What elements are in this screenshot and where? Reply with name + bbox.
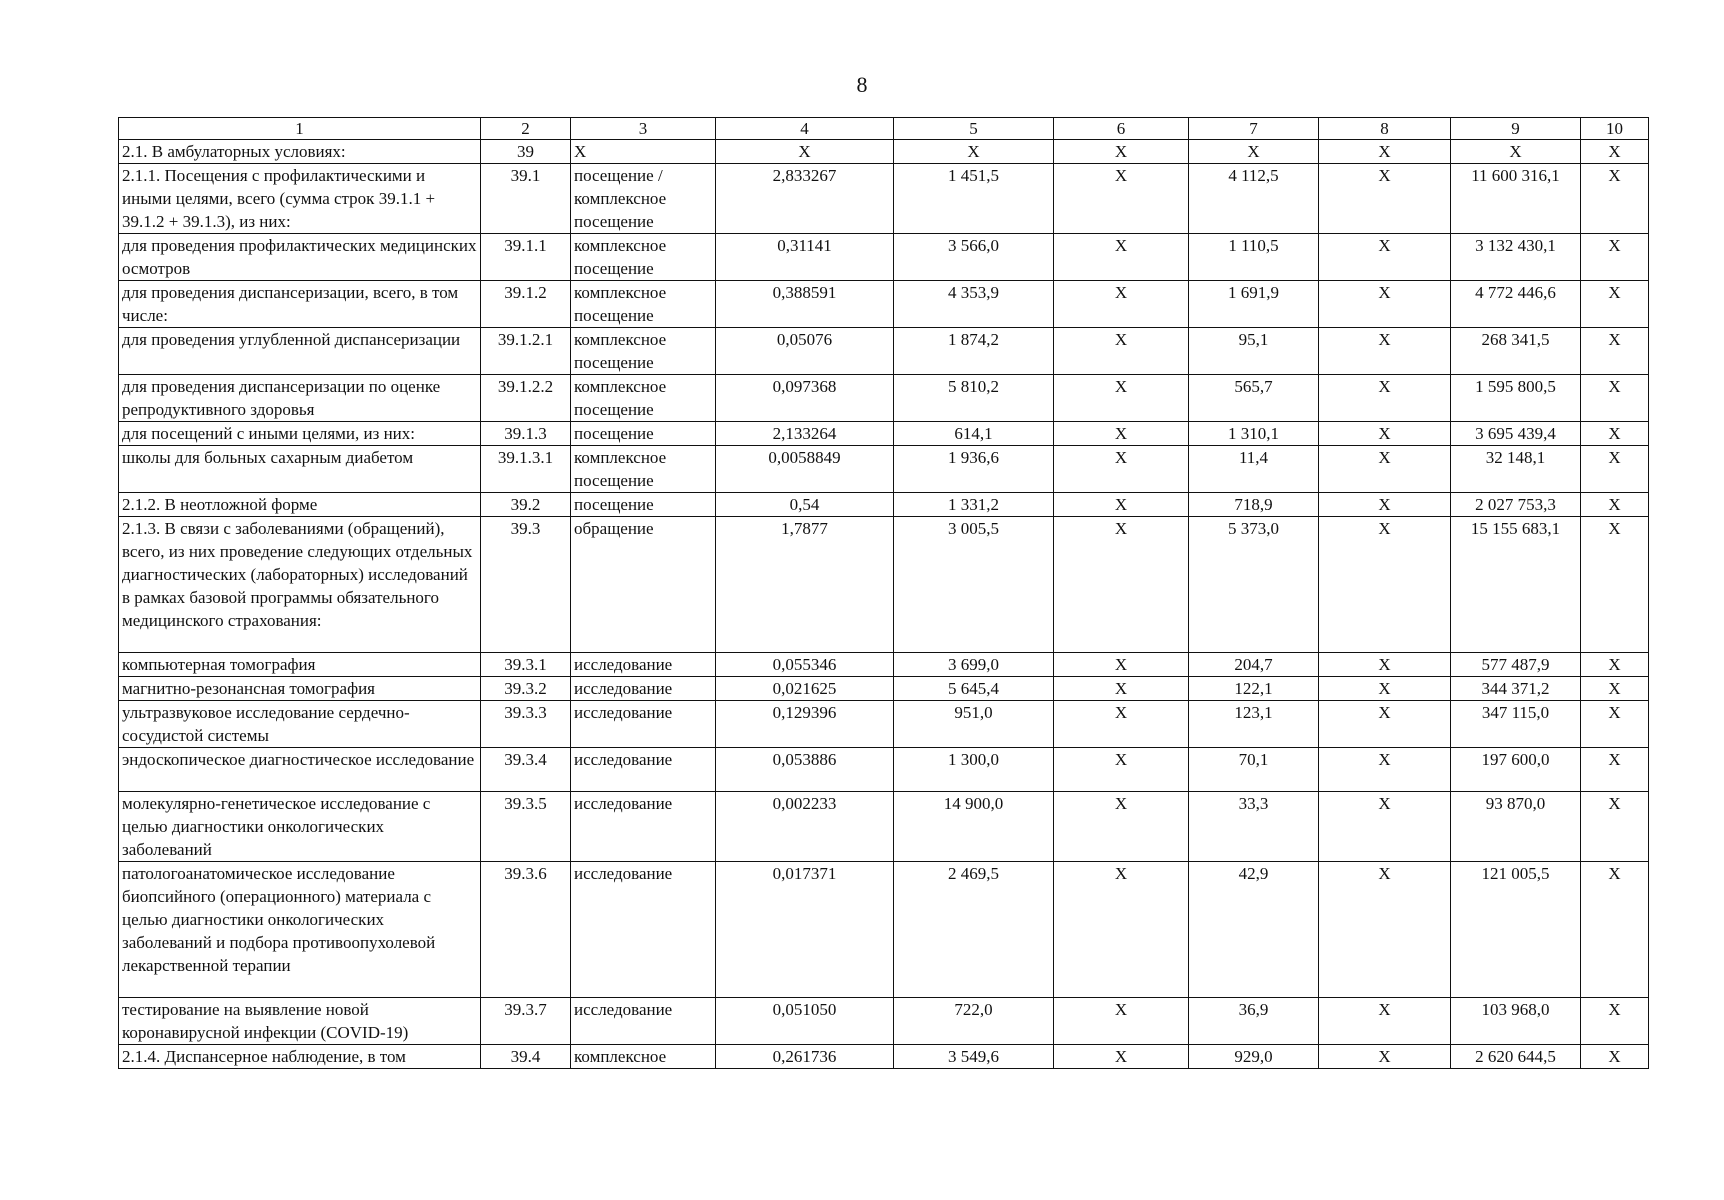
total-value: 347 115,0 (1451, 701, 1581, 748)
col-7-value: 565,7 (1189, 375, 1319, 422)
unit: исследование (571, 998, 716, 1045)
col-7-value: 95,1 (1189, 328, 1319, 375)
cost-value: 5 645,4 (894, 677, 1054, 701)
col-6-value: X (1054, 375, 1189, 422)
cost-value: 1 300,0 (894, 748, 1054, 792)
total-value: 344 371,2 (1451, 677, 1581, 701)
col-10-value: X (1581, 446, 1649, 493)
table-row (119, 446, 1649, 493)
col-10-value: X (1581, 234, 1649, 281)
table-row (119, 792, 1649, 862)
norm-value: 0,31141 (716, 234, 894, 281)
data-table (118, 117, 1649, 1069)
col-10-value: X (1581, 281, 1649, 328)
cost-value: 1 331,2 (894, 493, 1054, 517)
unit: исследование (571, 748, 716, 792)
col-8-value: X (1319, 422, 1451, 446)
total-value: 15 155 683,1 (1451, 517, 1581, 653)
col-6-value: X (1054, 446, 1189, 493)
col-6-value: X (1054, 493, 1189, 517)
col-7-value: 5 373,0 (1189, 517, 1319, 653)
row-label: 2.1.4. Диспансерное наблюдение, в том (119, 1045, 481, 1069)
row-label: для проведения углубленной диспансеризации (119, 328, 481, 375)
cost-value: 5 810,2 (894, 375, 1054, 422)
norm-value: 0,129396 (716, 701, 894, 748)
unit: исследование (571, 653, 716, 677)
col-6-value: X (1054, 517, 1189, 653)
col-10-value: X (1581, 792, 1649, 862)
norm-value: 1,7877 (716, 517, 894, 653)
norm-value: 0,053886 (716, 748, 894, 792)
unit: комплексное посещение (571, 281, 716, 328)
col-7-value: X (1189, 140, 1319, 164)
col-7-value: 122,1 (1189, 677, 1319, 701)
row-code: 39.1.3.1 (481, 446, 571, 493)
total-value: 197 600,0 (1451, 748, 1581, 792)
col-7-value: 70,1 (1189, 748, 1319, 792)
total-value: 103 968,0 (1451, 998, 1581, 1045)
col-10-value: X (1581, 164, 1649, 234)
col-7-value: 204,7 (1189, 653, 1319, 677)
col-6-value: X (1054, 792, 1189, 862)
col-10-value: X (1581, 517, 1649, 653)
row-label: 2.1.1. Посещения с профилактическими и иными целями, всего (сумма строк 39.1.1 + 39.1.2 + 39.1.3), из них: (119, 164, 481, 234)
unit: комплексное (571, 1045, 716, 1069)
cost-value: 614,1 (894, 422, 1054, 446)
table-row (119, 748, 1649, 792)
table-row (119, 375, 1649, 422)
row-label: 2.1. В амбулаторных условиях: (119, 140, 481, 164)
col-7-value: 718,9 (1189, 493, 1319, 517)
table-row (119, 328, 1649, 375)
row-code: 39.3 (481, 517, 571, 653)
col-8-value: X (1319, 701, 1451, 748)
col-10-value: X (1581, 422, 1649, 446)
total-value: 577 487,9 (1451, 653, 1581, 677)
column-header-7: 7 (1189, 118, 1319, 140)
table-row (119, 1045, 1649, 1069)
row-label: тестирование на выявление новой коронавирусной инфекции (COVID-19) (119, 998, 481, 1045)
unit: исследование (571, 862, 716, 998)
row-label: молекулярно-генетическое исследование с целью диагностики онкологических заболеваний (119, 792, 481, 862)
norm-value: 0,017371 (716, 862, 894, 998)
total-value: 2 620 644,5 (1451, 1045, 1581, 1069)
col-8-value: X (1319, 281, 1451, 328)
col-8-value: X (1319, 375, 1451, 422)
norm-value: 0,021625 (716, 677, 894, 701)
cost-value: 3 566,0 (894, 234, 1054, 281)
col-8-value: X (1319, 862, 1451, 998)
col-6-value: X (1054, 653, 1189, 677)
norm-value: 2,833267 (716, 164, 894, 234)
col-6-value: X (1054, 164, 1189, 234)
table-row (119, 998, 1649, 1045)
col-8-value: X (1319, 446, 1451, 493)
unit: посещение (571, 493, 716, 517)
norm-value: 0,0058849 (716, 446, 894, 493)
unit: посещение (571, 422, 716, 446)
col-8-value: X (1319, 140, 1451, 164)
column-header-9: 9 (1451, 118, 1581, 140)
row-code: 39.3.4 (481, 748, 571, 792)
row-label: для посещений с иными целями, из них: (119, 422, 481, 446)
row-code: 39.1.3 (481, 422, 571, 446)
row-code: 39.1.2.1 (481, 328, 571, 375)
table-row (119, 164, 1649, 234)
col-7-value: 36,9 (1189, 998, 1319, 1045)
unit: комплексное посещение (571, 446, 716, 493)
col-6-value: X (1054, 862, 1189, 998)
unit: X (571, 140, 716, 164)
cost-value: 2 469,5 (894, 862, 1054, 998)
row-label: для проведения профилактических медицинских осмотров (119, 234, 481, 281)
norm-value: 0,097368 (716, 375, 894, 422)
row-label: магнитно-резонансная томография (119, 677, 481, 701)
row-label: патологоанатомическое исследование биопсийного (операционного) материала с целью диагностики онкологических заболеваний и подбора противоопухолевой лекарственной терапии (119, 862, 481, 998)
col-7-value: 1 310,1 (1189, 422, 1319, 446)
total-value: 3 695 439,4 (1451, 422, 1581, 446)
col-6-value: X (1054, 281, 1189, 328)
col-8-value: X (1319, 998, 1451, 1045)
total-value: X (1451, 140, 1581, 164)
col-8-value: X (1319, 234, 1451, 281)
col-10-value: X (1581, 998, 1649, 1045)
norm-value: 2,133264 (716, 422, 894, 446)
table-row (119, 493, 1649, 517)
col-7-value: 11,4 (1189, 446, 1319, 493)
unit: исследование (571, 701, 716, 748)
row-code: 39.2 (481, 493, 571, 517)
row-code: 39.1.2 (481, 281, 571, 328)
unit: комплексное посещение (571, 328, 716, 375)
row-code: 39 (481, 140, 571, 164)
col-6-value: X (1054, 234, 1189, 281)
column-number-row (119, 118, 1649, 140)
total-value: 268 341,5 (1451, 328, 1581, 375)
col-7-value: 1 110,5 (1189, 234, 1319, 281)
col-6-value: X (1054, 140, 1189, 164)
column-header-10: 10 (1581, 118, 1649, 140)
col-8-value: X (1319, 792, 1451, 862)
col-6-value: X (1054, 1045, 1189, 1069)
unit: посещение / комплексное посещение (571, 164, 716, 234)
total-value: 121 005,5 (1451, 862, 1581, 998)
table-row (119, 862, 1649, 998)
table-row (119, 281, 1649, 328)
cost-value: 3 005,5 (894, 517, 1054, 653)
col-7-value: 4 112,5 (1189, 164, 1319, 234)
unit: исследование (571, 677, 716, 701)
row-code: 39.3.1 (481, 653, 571, 677)
table-row (119, 422, 1649, 446)
unit: исследование (571, 792, 716, 862)
table-row (119, 701, 1649, 748)
total-value: 2 027 753,3 (1451, 493, 1581, 517)
table-row (119, 234, 1649, 281)
col-8-value: X (1319, 328, 1451, 375)
total-value: 4 772 446,6 (1451, 281, 1581, 328)
row-label: компьютерная томография (119, 653, 481, 677)
col-8-value: X (1319, 493, 1451, 517)
col-10-value: X (1581, 375, 1649, 422)
row-label: ультразвуковое исследование сердечно-сосудистой системы (119, 701, 481, 748)
col-6-value: X (1054, 748, 1189, 792)
col-10-value: X (1581, 701, 1649, 748)
page-number: 8 (856, 72, 868, 97)
norm-value: 0,261736 (716, 1045, 894, 1069)
col-7-value: 123,1 (1189, 701, 1319, 748)
unit: обращение (571, 517, 716, 653)
row-code: 39.1 (481, 164, 571, 234)
row-label: для проведения диспансеризации, всего, в том числе: (119, 281, 481, 328)
col-8-value: X (1319, 517, 1451, 653)
cost-value: 3 699,0 (894, 653, 1054, 677)
row-code: 39.3.3 (481, 701, 571, 748)
norm-value: 0,055346 (716, 653, 894, 677)
unit: комплексное посещение (571, 234, 716, 281)
col-6-value: X (1054, 998, 1189, 1045)
norm-value: X (716, 140, 894, 164)
col-7-value: 929,0 (1189, 1045, 1319, 1069)
column-header-4: 4 (716, 118, 894, 140)
row-label: школы для больных сахарным диабетом (119, 446, 481, 493)
col-8-value: X (1319, 677, 1451, 701)
col-6-value: X (1054, 422, 1189, 446)
col-10-value: X (1581, 493, 1649, 517)
col-10-value: X (1581, 140, 1649, 164)
row-label: эндоскопическое диагностическое исследование (119, 748, 481, 792)
total-value: 93 870,0 (1451, 792, 1581, 862)
row-code: 39.1.2.2 (481, 375, 571, 422)
cost-value: 1 451,5 (894, 164, 1054, 234)
table-row (119, 653, 1649, 677)
row-code: 39.3.5 (481, 792, 571, 862)
total-value: 3 132 430,1 (1451, 234, 1581, 281)
row-label: 2.1.2. В неотложной форме (119, 493, 481, 517)
column-header-6: 6 (1054, 118, 1189, 140)
total-value: 1 595 800,5 (1451, 375, 1581, 422)
column-header-3: 3 (571, 118, 716, 140)
total-value: 32 148,1 (1451, 446, 1581, 493)
row-code: 39.4 (481, 1045, 571, 1069)
norm-value: 0,051050 (716, 998, 894, 1045)
unit: комплексное посещение (571, 375, 716, 422)
col-7-value: 33,3 (1189, 792, 1319, 862)
col-10-value: X (1581, 677, 1649, 701)
column-header-2: 2 (481, 118, 571, 140)
col-8-value: X (1319, 653, 1451, 677)
col-7-value: 1 691,9 (1189, 281, 1319, 328)
row-label: для проведения диспансеризации по оценке репродуктивного здоровья (119, 375, 481, 422)
col-8-value: X (1319, 1045, 1451, 1069)
col-6-value: X (1054, 701, 1189, 748)
col-6-value: X (1054, 677, 1189, 701)
column-header-1: 1 (119, 118, 481, 140)
col-7-value: 42,9 (1189, 862, 1319, 998)
norm-value: 0,05076 (716, 328, 894, 375)
norm-value: 0,002233 (716, 792, 894, 862)
table-row (119, 677, 1649, 701)
cost-value: 1 874,2 (894, 328, 1054, 375)
cost-value: 1 936,6 (894, 446, 1054, 493)
cost-value: 722,0 (894, 998, 1054, 1045)
col-10-value: X (1581, 862, 1649, 998)
row-code: 39.3.6 (481, 862, 571, 998)
total-value: 11 600 316,1 (1451, 164, 1581, 234)
cost-value: 14 900,0 (894, 792, 1054, 862)
cost-value: 4 353,9 (894, 281, 1054, 328)
cost-value: 951,0 (894, 701, 1054, 748)
column-header-8: 8 (1319, 118, 1451, 140)
norm-value: 0,54 (716, 493, 894, 517)
row-code: 39.3.2 (481, 677, 571, 701)
row-code: 39.3.7 (481, 998, 571, 1045)
column-header-5: 5 (894, 118, 1054, 140)
cost-value: X (894, 140, 1054, 164)
cost-value: 3 549,6 (894, 1045, 1054, 1069)
table-row (119, 517, 1649, 653)
col-6-value: X (1054, 328, 1189, 375)
col-10-value: X (1581, 1045, 1649, 1069)
col-8-value: X (1319, 748, 1451, 792)
col-8-value: X (1319, 164, 1451, 234)
table-row (119, 140, 1649, 164)
row-code: 39.1.1 (481, 234, 571, 281)
norm-value: 0,388591 (716, 281, 894, 328)
col-10-value: X (1581, 328, 1649, 375)
col-10-value: X (1581, 748, 1649, 792)
row-label: 2.1.3. В связи с заболеваниями (обращений), всего, из них проведение следующих отдельных диагностических (лабораторных) исследований в рамках базовой программы обязательного медицинского страхования: (119, 517, 481, 653)
col-10-value: X (1581, 653, 1649, 677)
